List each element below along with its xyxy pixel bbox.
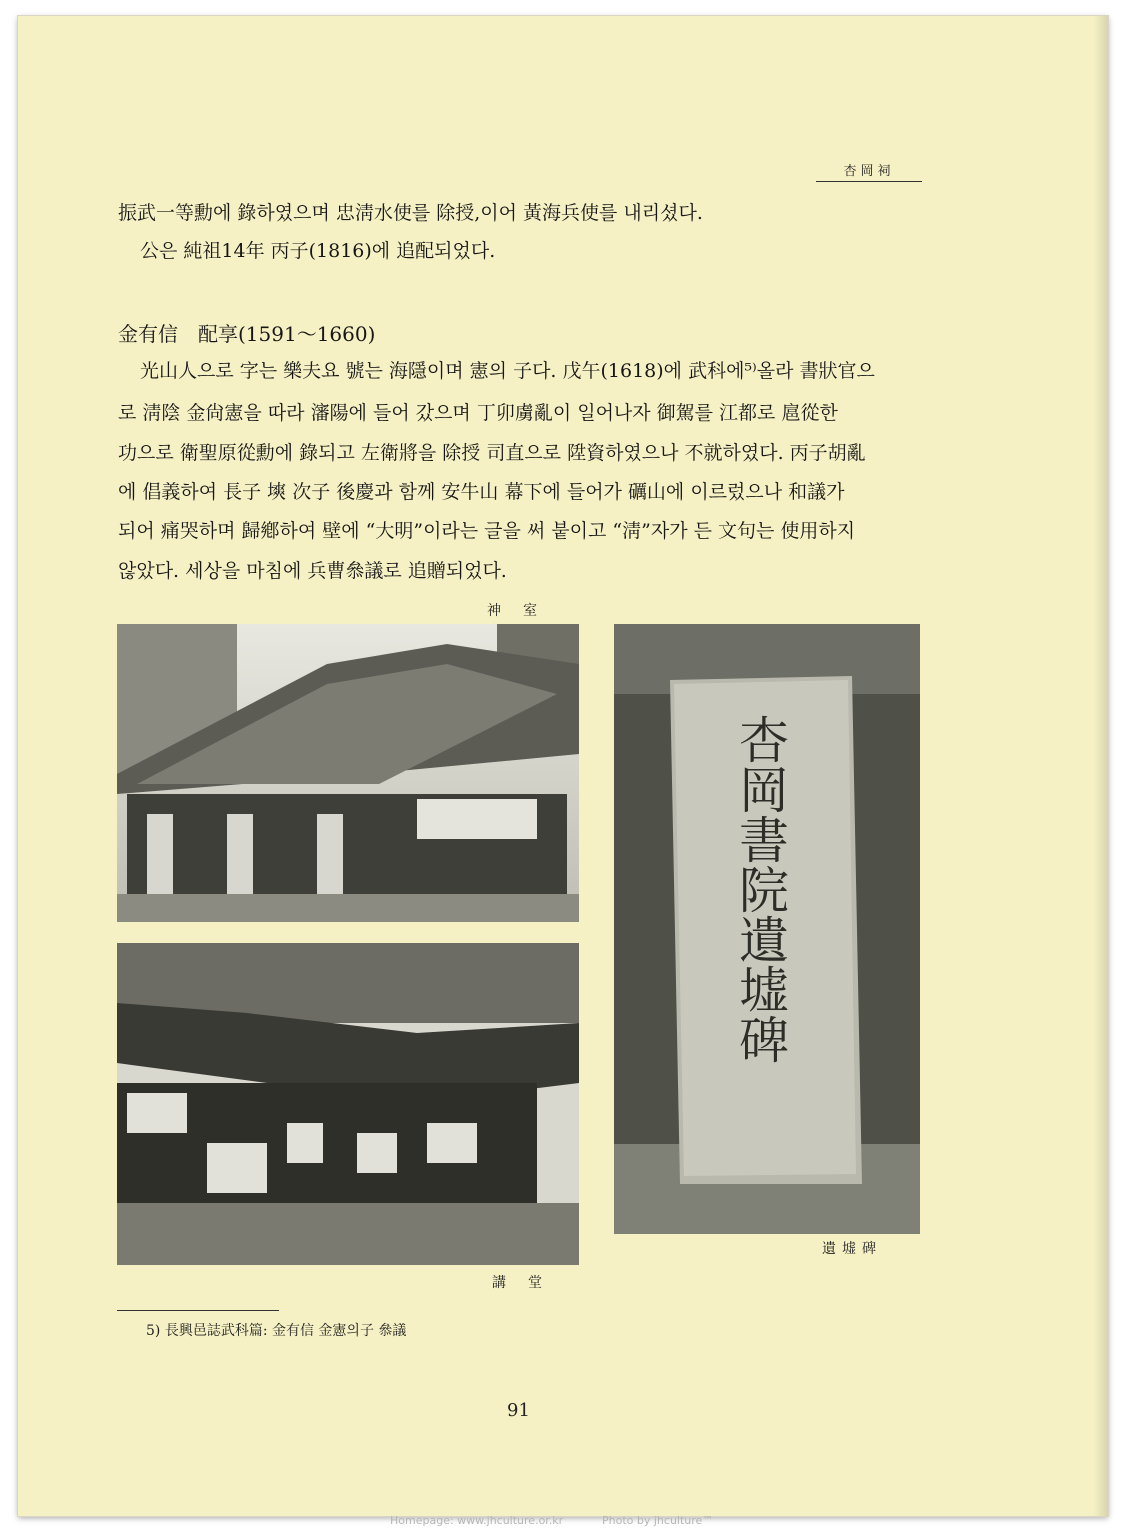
- photo-credit: Photo by jhculture™: [602, 1514, 714, 1527]
- paragraph-line: 않았다. 세상을 마침에 兵曹叅議로 追贈되었다.: [118, 560, 507, 582]
- section-heading: 金有信 配享(1591～1660): [118, 322, 376, 346]
- page-number: 91: [507, 1400, 530, 1421]
- paragraph-line: 되어 痛哭하며 歸鄕하여 壁에 “大明”이라는 글을 써 붙이고 “淸”자가 든 文句는 使用하지: [118, 520, 856, 542]
- paragraph-line: 功으로 衛聖原從勳에 錄되고 左衛將을 除授 司直으로 陞資하였으나 不就하였다. 丙子胡亂: [118, 442, 866, 464]
- paragraph-line: 光山人으로 字는 樂夫요 號는 海隱이며 憲의 子다. 戊午(1618)에 武科에⁵⁾올라 書狀官으: [140, 360, 875, 382]
- footnote-divider: [117, 1310, 279, 1311]
- body-line-2: 公은 純祖14年 丙子(1816)에 追配되었다.: [140, 240, 496, 262]
- lecture-hall-photo: [117, 943, 579, 1265]
- shrine-photo: [117, 624, 579, 922]
- footnote: 5) 長興邑誌武科篇: 金有信 金憲의子 叅議: [146, 1323, 407, 1339]
- stele-photo: [614, 624, 920, 1234]
- paragraph-line: 에 倡義하여 長子 塽 次子 後慶과 함께 安牛山 幕下에 들어가 礪山에 이르렀으나 和議가: [118, 481, 845, 503]
- homepage-credit[interactable]: Homepage: www.jhculture.or.kr: [390, 1514, 564, 1527]
- paragraph-line: 로 淸陰 金尙憲을 따라 瀋陽에 들어 갔으며 丁卯虜亂이 일어나자 御駕를 江都로 扈從한: [118, 402, 838, 424]
- hall-caption: 講堂: [492, 1275, 564, 1291]
- stele-caption: 遺墟碑: [822, 1241, 882, 1257]
- body-line-1: 振武一等勳에 錄하였으며 忠淸水使를 除授,이어 黃海兵使를 내리셨다.: [118, 202, 703, 224]
- shrine-caption: 神室: [487, 603, 559, 619]
- stele-inscription: 杏岡書院遺墟碑: [731, 714, 789, 1064]
- running-head: 杏岡祠: [816, 160, 922, 182]
